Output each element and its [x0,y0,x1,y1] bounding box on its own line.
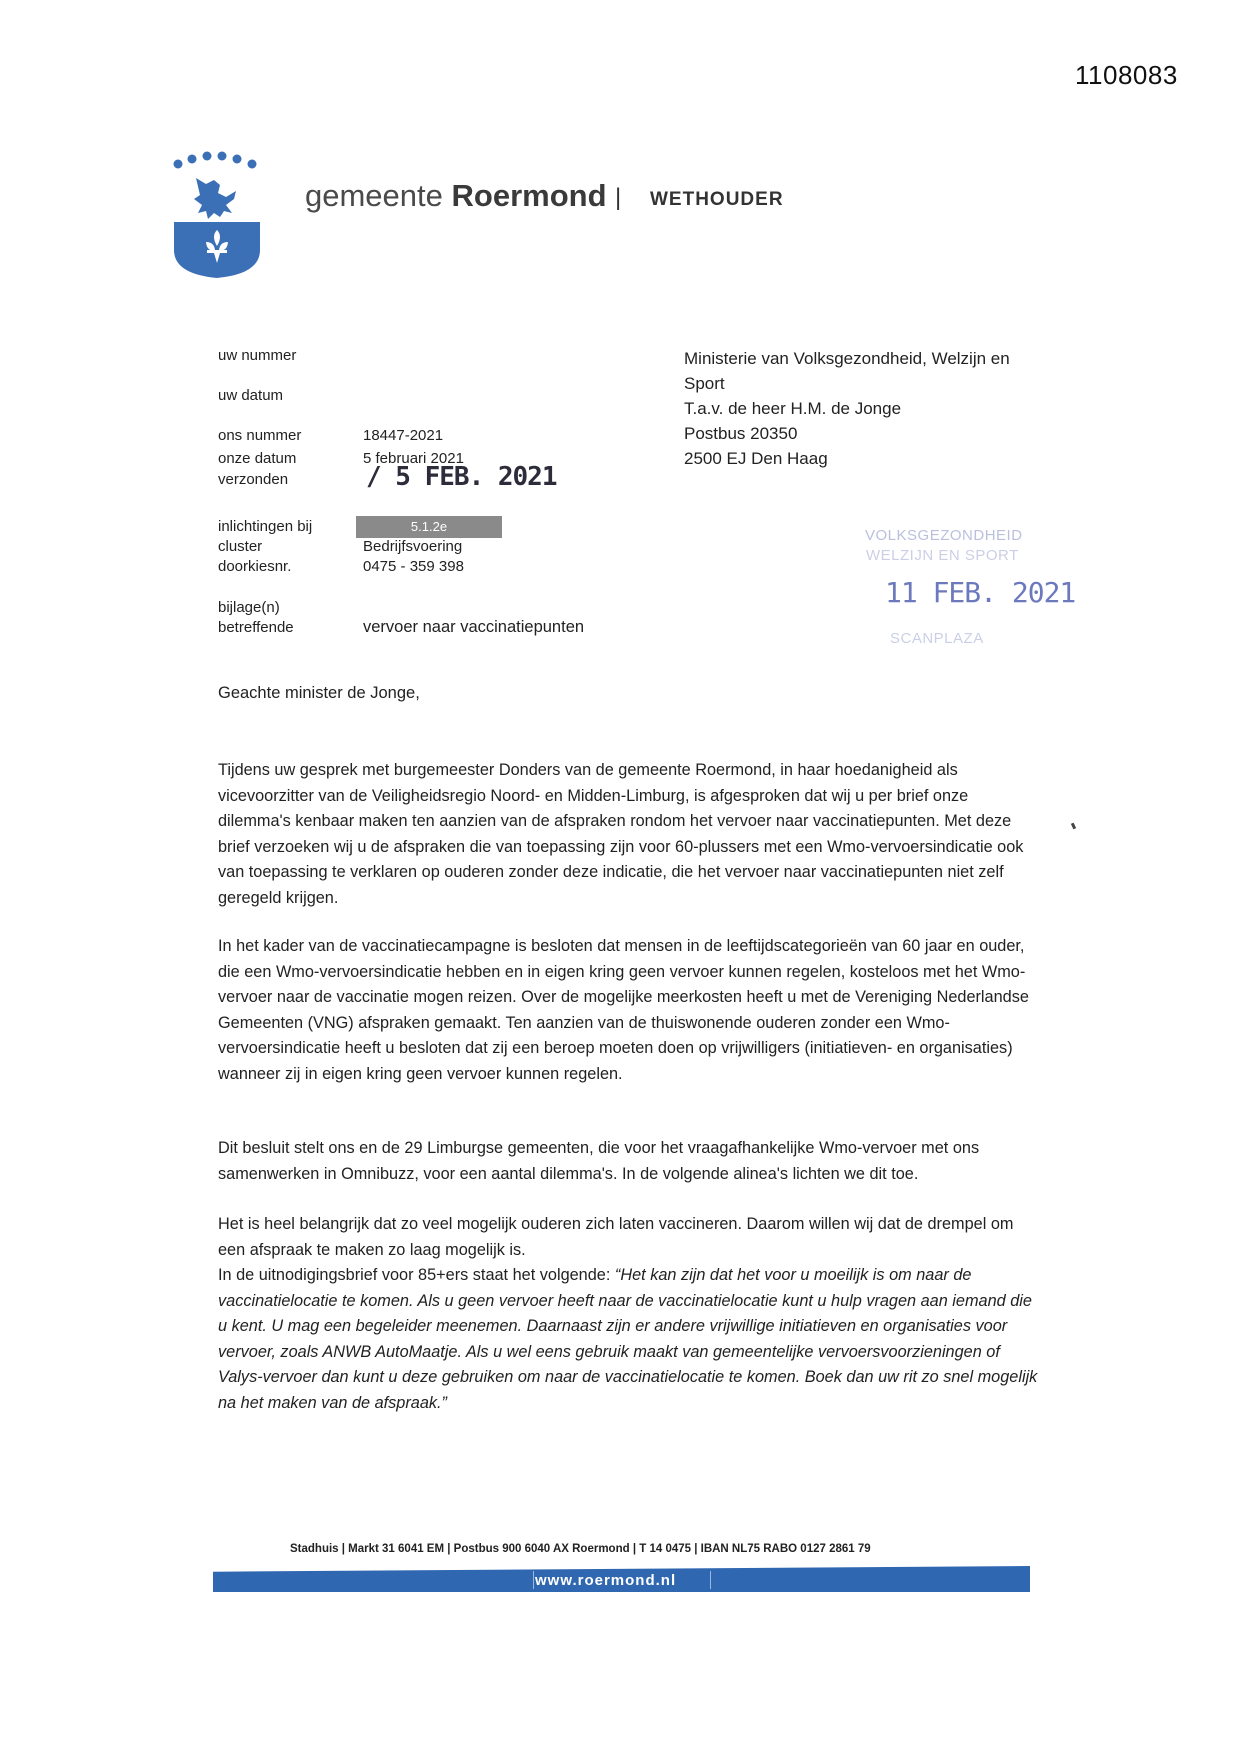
address-line-3: T.a.v. de heer H.M. de Jonge [684,399,902,418]
received-stamp-line-4: SCANPLAZA [890,630,984,647]
doorkiesnr-value: 0475 - 359 398 [363,558,464,575]
doorkiesnr-label: doorkiesnr. [218,558,292,575]
ons-nummer-value: 18447-2021 [363,427,444,444]
footer-address: Stadhuis | Markt 31 6041 EM | Postbus 900 6040 AX Roermond | T 14 0475 | IBAN NL75 RABO 0127 2861 79 [290,1543,871,1555]
uw-nummer-label: uw nummer [218,347,297,364]
paragraph-5-quote: “Het kan zijn dat het voor u moeilijk is om naar de vaccinatielocatie te komen. Als u geen vervoer heeft naar de vaccinatielocatie kunt u hulp vragen aan iemand die u kent. U mag een begeleider meenemen. Daarnaast zijn er andere vrijwillige initiatieven en organisaties voor vervoer, zoals ANWB AutoMaatje. Als u wel eens gebruik maakt van gemeentelijke vervoersvoorzieningen of Valys-vervoer dan kunt u deze gebruiken om naar de vaccinatielocatie te komen. Boek dan uw rit zo snel mogelijk na het maken van de afspraak.” [218,1266,1038,1412]
cluster-value: Bedrijfsvoering [363,538,463,555]
verzonden-label: verzonden [218,471,289,488]
brand-role: WETHOUDER [650,189,784,210]
footer-separator-left [533,1571,534,1589]
paragraph-5 [218,1263,1038,1416]
paragraph-1-text: Tijdens uw gesprek met burgemeester Donders van de gemeente Roermond, in haar hoedanigheid als vicevoorzitter van de Veiligheidsregio Noord- en Midden-Limburg, is afgesproken dat wij u per brief onze dilemma's kenbaar maken ten aanzien van de afspraken rondom het vervoer naar vaccinatiepunten. Met deze brief verzoeken wij u de afspraken die van toepassing zijn voor 60-plussers met een Wmo-vervoersindicatie ook van toepassing te verklaren op ouderen zonder deze indicatie, die het vervoer naar vaccinatiepunten niet zelf geregeld krijgen. [218,761,1024,907]
received-stamp-line-2: WELZIJN EN SPORT [866,547,1019,564]
cluster-label: cluster [218,538,263,555]
brand-name-bold: Roermond [451,178,607,213]
paragraph-3 [218,1136,1038,1187]
paragraph-2-text: In het kader van de vaccinatiecampagne is besloten dat mensen in de leeftijdscategorieën van 60 jaar en ouder, die een Wmo-vervoersindicatie hebben en in eigen kring geen vervoer kunnen regelen, kosteloos met het Wmo- vervoer naar de vaccinatie mogen reizen. Over de mogelijke meerkosten heeft u met de Vereniging Nederlandse Gemeenten (VNG) afspraken gemaakt. Ten aanzien van de thuiswonende ouderen zonder een Wmo-vervoersindicatie heeft u besloten dat zij een beroep moeten doen op vrijwilligers (initiatieven- en organisaties) wanneer zij in eigen kring geen vervoer kunnen regelen. [218,937,1029,1083]
onze-datum-label: onze datum [218,450,297,467]
verzonden-stamp: / 5 FEB. 2021 [366,462,557,492]
received-stamp-line-1: VOLKSGEZONDHEID [865,527,1023,544]
paragraph-5-intro: In de uitnodigingsbrief voor 85+ers staat het volgende: [218,1266,615,1284]
ons-nummer-label: ons nummer [218,427,302,444]
betreffende-label: betreffende [218,619,294,636]
onze-datum-value: 5 februari 2021 [363,450,464,467]
footer-separator-right [710,1571,711,1589]
scan-speck [1071,823,1076,830]
paragraph-3-text: Dit besluit stelt ons en de 29 Limburgse gemeenten, die voor het vraagafhankelijke Wmo-vervoer met ons samenwerken in Omnibuzz, voor een aantal dilemma's. In de volgende alinea's lichten we dit toe. [218,1139,980,1183]
address-line-4: Postbus 20350 [684,424,798,443]
brand-name [305,178,607,214]
footer-url-link[interactable]: www.roermond.nl [535,1572,677,1589]
brand-separator: | [615,184,622,211]
betreffende-value: vervoer naar vaccinatiepunten [363,618,585,636]
bijlagen-label: bijlage(n) [218,599,280,616]
address-line-5: 2500 EJ Den Haag [684,449,828,468]
paragraph-2 [218,934,1038,1087]
paragraph-4 [218,1212,1038,1263]
document-number: 1108083 [1075,60,1178,90]
address-line-2: Sport [684,374,725,393]
uw-datum-label: uw datum [218,387,284,404]
redaction-box: 5.1.2e [356,516,502,538]
brand-prefix: gemeente [305,178,452,213]
inlichtingen-label: inlichtingen bij [218,518,313,535]
received-stamp-date: 11 FEB. 2021 [885,576,1076,609]
roermond-coat-of-arms-icon [172,150,262,280]
salutation: Geachte minister de Jonge, [218,684,420,702]
paragraph-4-text: Het is heel belangrijk dat zo veel mogelijk ouderen zich laten vaccineren. Daarom willen wij dat de drempel om een afspraak te maken zo laag mogelijk is. [218,1215,1014,1259]
paragraph-1 [218,758,1038,911]
address-line-1: Ministerie van Volksgezondheid, Welzijn en [684,349,1010,368]
